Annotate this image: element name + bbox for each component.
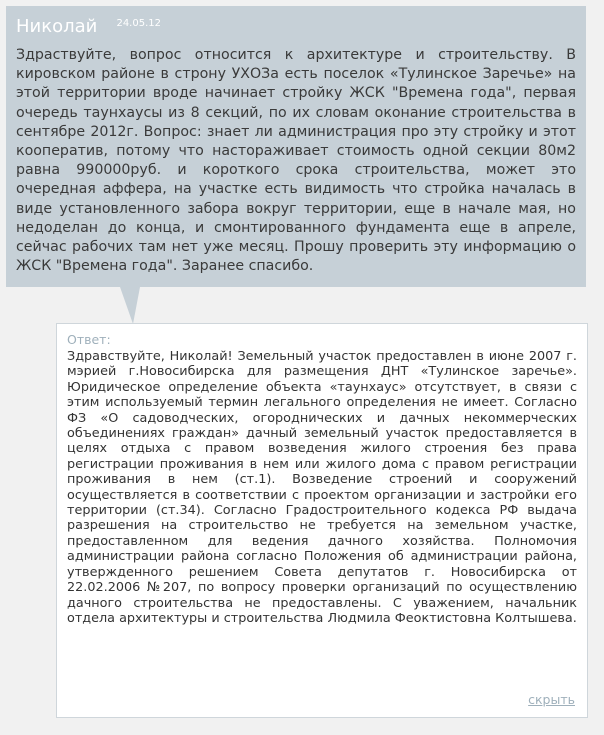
answer-card [56, 323, 588, 718]
question-author: Николай [16, 16, 98, 37]
question-text: Здраствуйте, вопрос относится к архитектуре и строительству. В кировском районе в строну УХОЗа есть поселок «Тулинское Заречье» на этой территории вроде начинает стройку ЖСК "Времена года", первая очередь таунхаусы из 8 секций, по их словам оконание строительства в сентябре 2012г. Вопрос: знает ли администрация про эту стройку и этот кооператив, потому что настораживает стоимость одной секции 80м2 равна 990000руб. и короткого срока строительства, может это очередная аффера, на участке есть видимость что стройка началась в виде установленного забора вокруг территории, еще в начале мая, но недоделан до конца, и смонтированного фундамента еще в апреле, сейчас рабочих там нет уже месяц. Прошу проверить эту информацию о ЖСК "Времена года". Заранее спасибо. [16, 47, 576, 275]
question-date: 24.05.12 [116, 18, 161, 29]
answer-text: Здравствуйте, Николай! Земельный участок предоставлен в июне 2007 г. мэрией г.Новосибирска для размещения ДНТ «Тулинское заречье». Юридическое определение объекта «таунхаус» отсутствует, в связи с этим используемый термин легального определения не имеет. Согласно ФЗ «О садоводческих, огороднических и дачных некоммерческих объединениях граждан» дачный земельный участок предоставляется в целях отдыха с правом возведения жилого строения без права регистрации проживания в нем или жилого дома с правом регистрации проживания в нем (ст.1). Возведение строений и сооружений осуществляется в соответствии с проектом организации и застройки его территории (ст.34). Согласно Градостроительного кодекса РФ выдача разрешения на строительство не требуется на земельном участке, предоставленном для ведения дачного хозяйства. Полномочия администрации района согласно Положения об администрации района, утвержденного решением Совета депутатов г. Новосибирска от 22.02.2006 №207, по вопросу проверки организаций по осуществлению дачного строительства не предоставлены. С уважением, начальник отдела архитектуры и строительства Людмила Феоктистовна Колтышева. [67, 349, 577, 626]
answer-label: Ответ: [67, 332, 111, 347]
hide-answer-link[interactable]: скрыть [528, 692, 575, 707]
